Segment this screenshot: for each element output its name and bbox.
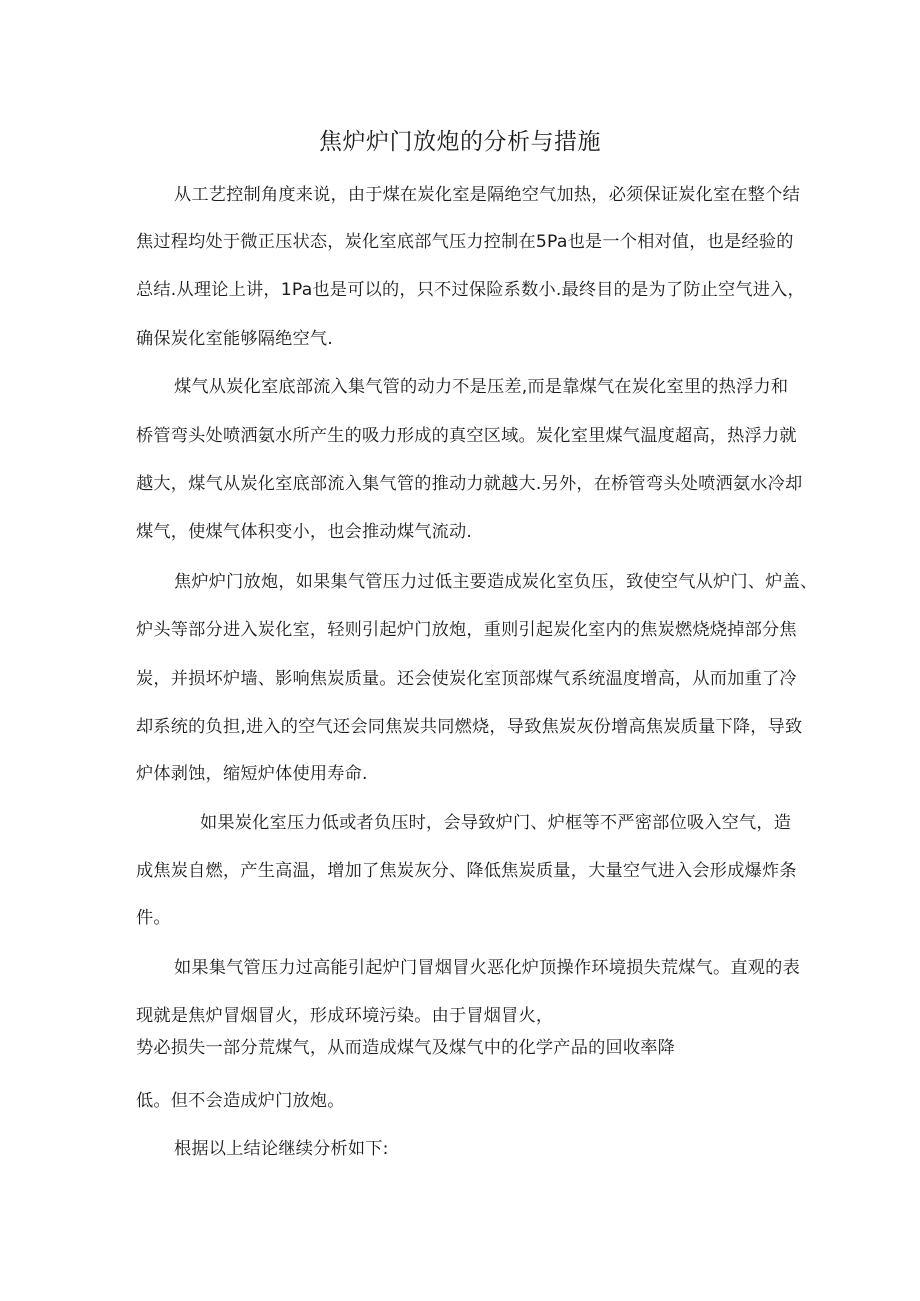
paragraph-line: 越大，煤气从炭化室底部流入集气管的推动力就越大.另外，在桥管弯头处喷洒氨水冷却 [136, 474, 803, 494]
paragraph-line: 从工艺控制角度来说，由于煤在炭化室是隔绝空气加热，必须保证炭化室在整个结 [174, 185, 800, 205]
paragraph-line: 煤气，使煤气体积变小，也会推动煤气流动. [136, 522, 473, 542]
document-title: 焦炉炉门放炮的分析与措施 [319, 129, 601, 155]
paragraph-line: 如果集气管压力过高能引起炉门冒烟冒火恶化炉顶操作环境损失荒煤气。直观的表 [174, 958, 800, 978]
paragraph-line: 桥管弯头处喷洒氨水所产生的吸力形成的真空区域。炭化室里煤气温度超高，热浮力就 [136, 426, 797, 446]
paragraph-line: 却系统的负担,进入的空气还会同焦炭共同燃烧，导致焦炭灰份增高焦炭质量下降，导致 [136, 717, 803, 737]
paragraph-line: 焦过程均处于微正压状态，炭化室底部气压力控制在5Pa也是一个相对值，也是经验的 [136, 232, 794, 252]
paragraph-line: 焦炉炉门放炮，如果集气管压力过低主要造成炭化室负压，致使空气从炉门、炉盖、 [174, 572, 818, 592]
paragraph-line: 势必损失一部分荒煤气，从而造成煤气及煤气中的化学产品的回收率降 [136, 1038, 676, 1058]
paragraph-line: 炭，并损坏炉墙、影响焦炭质量。还会使炭化室顶部煤气系统温度增高，从而加重了冷 [136, 669, 797, 689]
paragraph-line: 现就是焦炉冒烟冒火，形成环境污染。由于冒烟冒火， [136, 1006, 554, 1026]
paragraph-line: 煤气从炭化室底部流入集气管的动力不是压差,而是靠煤气在炭化室里的热浮力和 [174, 377, 789, 397]
paragraph-line: 炉体剥蚀，缩短炉体使用寿命. [136, 764, 368, 784]
paragraph-line: 如果炭化室压力低或者负压时，会导致炉门、炉框等不严密部位吸入空气，造 [200, 813, 792, 833]
paragraph-line: 件。 [136, 908, 171, 928]
paragraph-line: 确保炭化室能够隔绝空气. [136, 329, 333, 349]
paragraph-line: 总结.从理论上讲，1Pa也是可以的，只不过保险系数小.最终目的是为了防止空气进入， [136, 280, 805, 300]
paragraph-line: 成焦炭自燃，产生高温，增加了焦炭灰分、降低焦炭质量，大量空气进入会形成爆炸条 [136, 861, 797, 881]
paragraph-line: 根据以上结论继续分析如下: [174, 1139, 389, 1159]
paragraph-line: 炉头等部分进入炭化室，轻则引起炉门放炮，重则引起炭化室内的焦炭燃烧烧掉部分焦 [136, 620, 797, 640]
paragraph-line: 低。但不会造成炉门放炮。 [136, 1091, 345, 1111]
